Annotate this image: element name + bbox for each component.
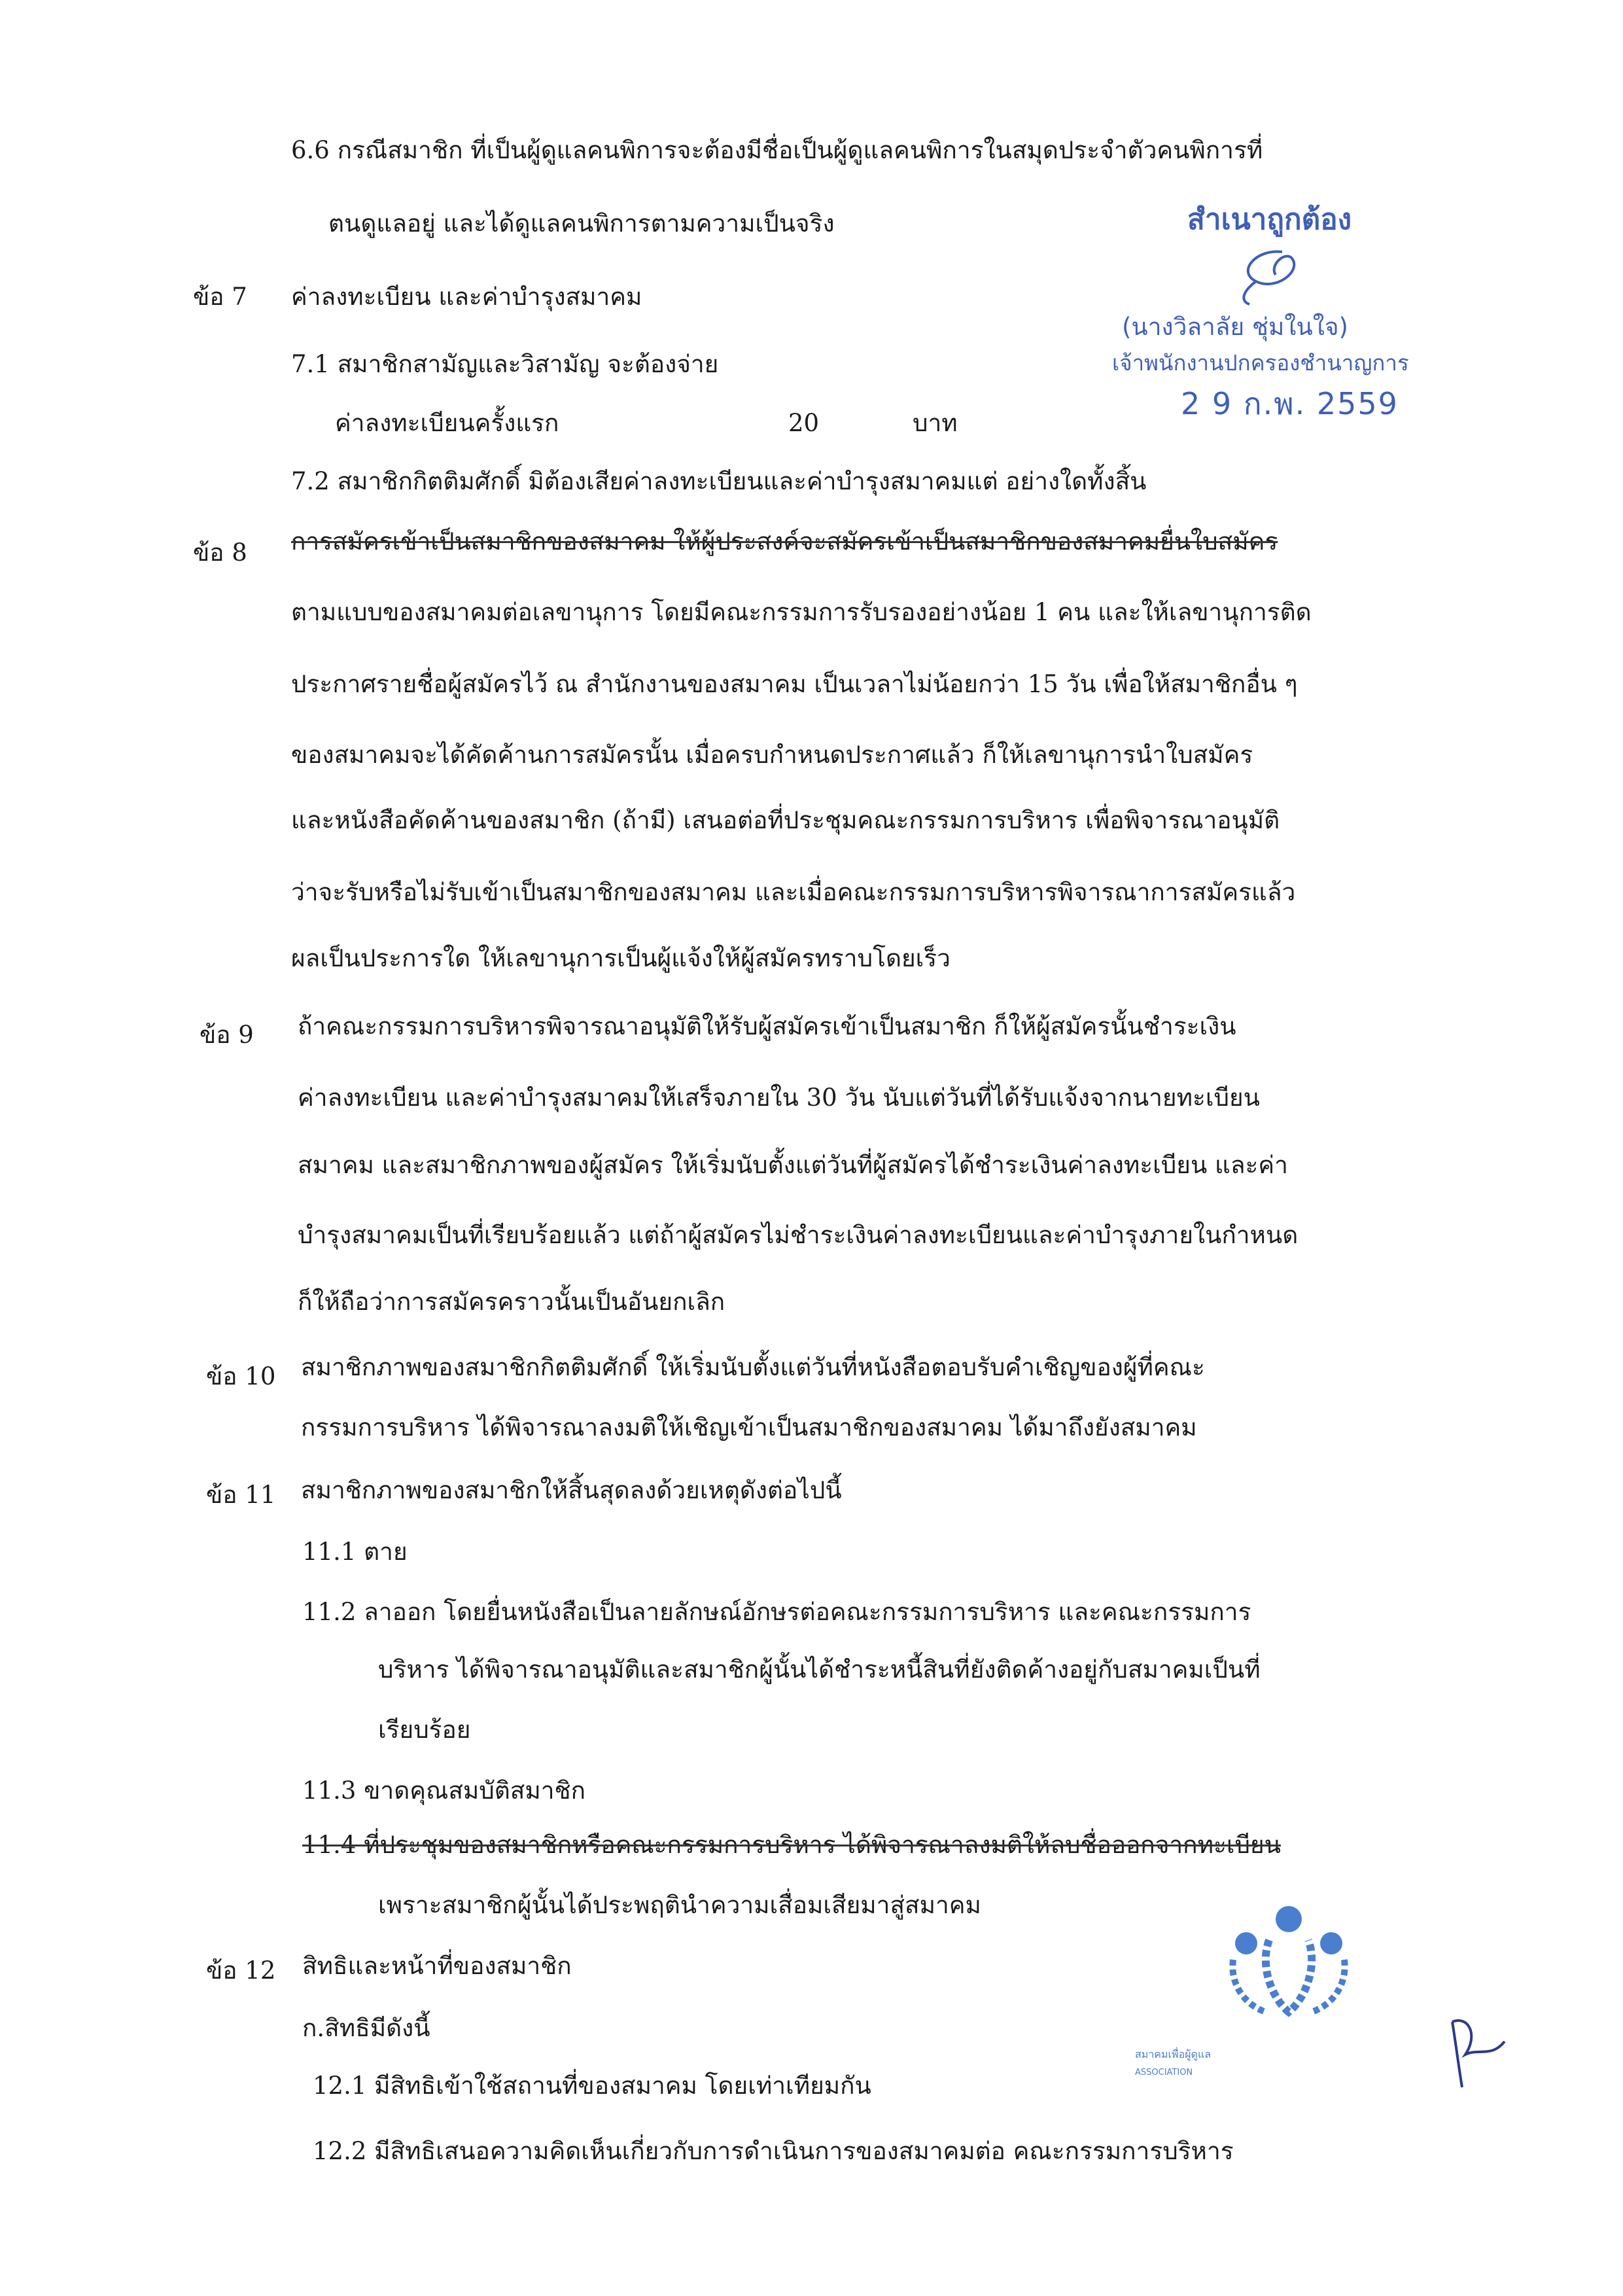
clause-11-2-line-3: เรียบร้อย: [378, 1716, 471, 1744]
article-12-number: ข้อ 12: [206, 1956, 276, 1985]
article-8-line-2: ตามแบบของสมาคมต่อเลขานุการ โดยมีคณะกรรมการรับรองอย่างน้อย 1 คน และให้เลขานุการติด: [291, 598, 1312, 626]
clause-7-2: 7.2 สมาชิกกิตติมศักดิ์ มิต้องเสียค่าลงทะเบียนและค่าบำรุงสมาคมแต่ อย่างใดทั้งสิ้น: [291, 467, 1147, 495]
article-9-line-4: บำรุงสมาคมเป็นที่เรียบร้อยแล้ว แต่ถ้าผู้สมัครไม่ชำระเงินค่าลงทะเบียนและค่าบำรุงภายในกำหนด: [298, 1221, 1299, 1249]
article-9-line-2: ค่าลงทะเบียน และค่าบำรุงสมาคมให้เสร็จภายใน 30 วัน นับแต่วันที่ได้รับแจ้งจากนายทะเบียน: [298, 1084, 1260, 1112]
article-8-number: ข้อ 8: [193, 539, 247, 567]
article-8-line-7: ผลเป็นประการใด ให้เลขานุการเป็นผู้แจ้งให้ผู้สมัครทราบโดยเร็ว: [291, 944, 951, 972]
article-9-line-3: สมาคม และสมาชิกภาพของผู้สมัคร ให้เริ่มนับตั้งแต่วันที่ผู้สมัครได้ชำระเงินค่าลงทะเบียน และค่า: [298, 1151, 1288, 1179]
article-7-number: ข้อ 7: [193, 283, 247, 311]
article-10-line-1: สมาชิกภาพของสมาชิกกิตติมศักดิ์ ให้เริ่มนับตั้งแต่วันที่หนังสือตอบรับคำเชิญของผู้ที่คณะ: [301, 1353, 1205, 1381]
article-8-line-3: ประกาศรายชื่อผู้สมัครไว้ ณ สำนักงานของสมาคม เป็นเวลาไม่น้อยกว่า 15 วัน เพื่อให้สมาชิกอื่น ๆ: [291, 670, 1298, 698]
article-9-line-5: ก็ให้ถือว่าการสมัครคราวนั้นเป็นอันยกเลิก: [298, 1288, 725, 1316]
logo-text-thai: สมาคมเพื่อผู้ดูแล: [1135, 2048, 1212, 2060]
article-10-number: ข้อ 10: [206, 1362, 276, 1390]
article-8-line-5: และหนังสือคัดค้านของสมาชิก (ถ้ามี) เสนอต่อที่ประชุมคณะกรรมการบริหาร เพื่อพิจารณาอนุมัติ: [291, 806, 1280, 834]
article-11-title: สมาชิกภาพของสมาชิกให้สิ้นสุดลงด้วยเหตุดังต่อไปนี้: [301, 1476, 842, 1504]
article-8-line-1: การสมัครเข้าเป็นสมาชิกของสมาคม ให้ผู้ประสงค์จะสมัครเข้าเป็นสมาชิกของสมาคมยื่นใบสมัคร: [291, 527, 1278, 556]
stamp-position: เจ้าพนักงานปกครองชำนาญการ: [1112, 350, 1409, 376]
stamp-name: (นางวิลาลัย ชุ่มในใจ): [1122, 313, 1348, 341]
clause-12-1: 12.1 มีสิทธิเข้าใช้สถานที่ของสมาคม โดยเท่าเทียมกัน: [313, 2072, 871, 2100]
registration-fee-label: ค่าลงทะเบียนครั้งแรก: [335, 409, 559, 437]
clause-11-2-line-2: บริหาร ได้พิจารณาอนุมัติและสมาชิกผู้นั้นได้ชำระหนี้สินที่ยังติดค้างอยู่กับสมาคมเป็นที่: [378, 1655, 1261, 1684]
article-9-number: ข้อ 9: [200, 1021, 254, 1049]
registration-fee-amount: 20: [788, 409, 820, 437]
clause-11-1: 11.1 ตาย: [302, 1538, 408, 1566]
clause-11-2-line-1: 11.2 ลาออก โดยยื่นหนังสือเป็นลายลักษณ์อักษรต่อคณะกรรมการบริหาร และคณะกรรมการ: [302, 1598, 1251, 1626]
stamp-signature-icon: [1230, 245, 1328, 311]
stamp-title: สำเนาถูกต้อง: [1187, 203, 1352, 236]
clause-11-3: 11.3 ขาดคุณสมบัติสมาชิก: [302, 1776, 586, 1805]
article-10-line-2: กรรมการบริหาร ได้พิจารณาลงมติให้เชิญเข้าเป็นสมาชิกของสมาคม ได้มาถึงยังสมาคม: [301, 1413, 1197, 1441]
margin-signature-icon: [1439, 2002, 1511, 2094]
association-logo-icon: [1220, 1901, 1357, 2032]
registration-fee-unit: บาท: [913, 409, 958, 437]
clause-6-6-line-1: 6.6 กรณีสมาชิก ที่เป็นผู้ดูแลคนพิการจะต้องมีชื่อเป็นผู้ดูแลคนพิการในสมุดประจำตัวคนพิการที่: [291, 136, 1263, 164]
article-12-title: สิทธิและหน้าที่ของสมาชิก: [302, 1952, 572, 1980]
clause-6-6-line-2: ตนดูแลอยู่ และได้ดูแลคนพิการตามความเป็นจริง: [328, 209, 835, 238]
article-7-title: ค่าลงทะเบียน และค่าบำรุงสมาคม: [291, 283, 642, 311]
clause-7-1: 7.1 สมาชิกสามัญและวิสามัญ จะต้องจ่าย: [291, 350, 719, 378]
article-9-line-1: ถ้าคณะกรรมการบริหารพิจารณาอนุมัติให้รับผู้สมัครเข้าเป็นสมาชิก ก็ให้ผู้สมัครนั้นชำระเงิน: [298, 1012, 1236, 1040]
article-8-line-4: ของสมาคมจะได้คัดค้านการสมัครนั้น เมื่อครบกำหนดประกาศแล้ว ก็ให้เลขานุการนำใบสมัคร: [291, 741, 1253, 769]
stamp-date: 2 9 ก.พ. 2559: [1181, 386, 1399, 421]
logo-text-english: ASSOCIATION: [1135, 2068, 1193, 2077]
rights-heading: ก.สิทธิมีดังนี้: [302, 2014, 430, 2042]
clause-11-4-line-1: 11.4 ที่ประชุมของสมาชิกหรือคณะกรรมการบริหาร ได้พิจารณาลงมติให้ลบชื่อออกจากทะเบียน: [302, 1831, 1281, 1859]
article-11-number: ข้อ 11: [206, 1481, 276, 1509]
clause-11-4-line-2: เพราะสมาชิกผู้นั้นได้ประพฤตินำความเสื่อมเสียมาสู่สมาคม: [378, 1891, 981, 1919]
article-8-line-6: ว่าจะรับหรือไม่รับเข้าเป็นสมาชิกของสมาคม และเมื่อคณะกรรมการบริหารพิจารณาการสมัครแล้ว: [291, 878, 1296, 906]
clause-12-2: 12.2 มีสิทธิเสนอความคิดเห็นเกี่ยวกับการดำเนินการของสมาคมต่อ คณะกรรมการบริหาร: [313, 2137, 1234, 2165]
